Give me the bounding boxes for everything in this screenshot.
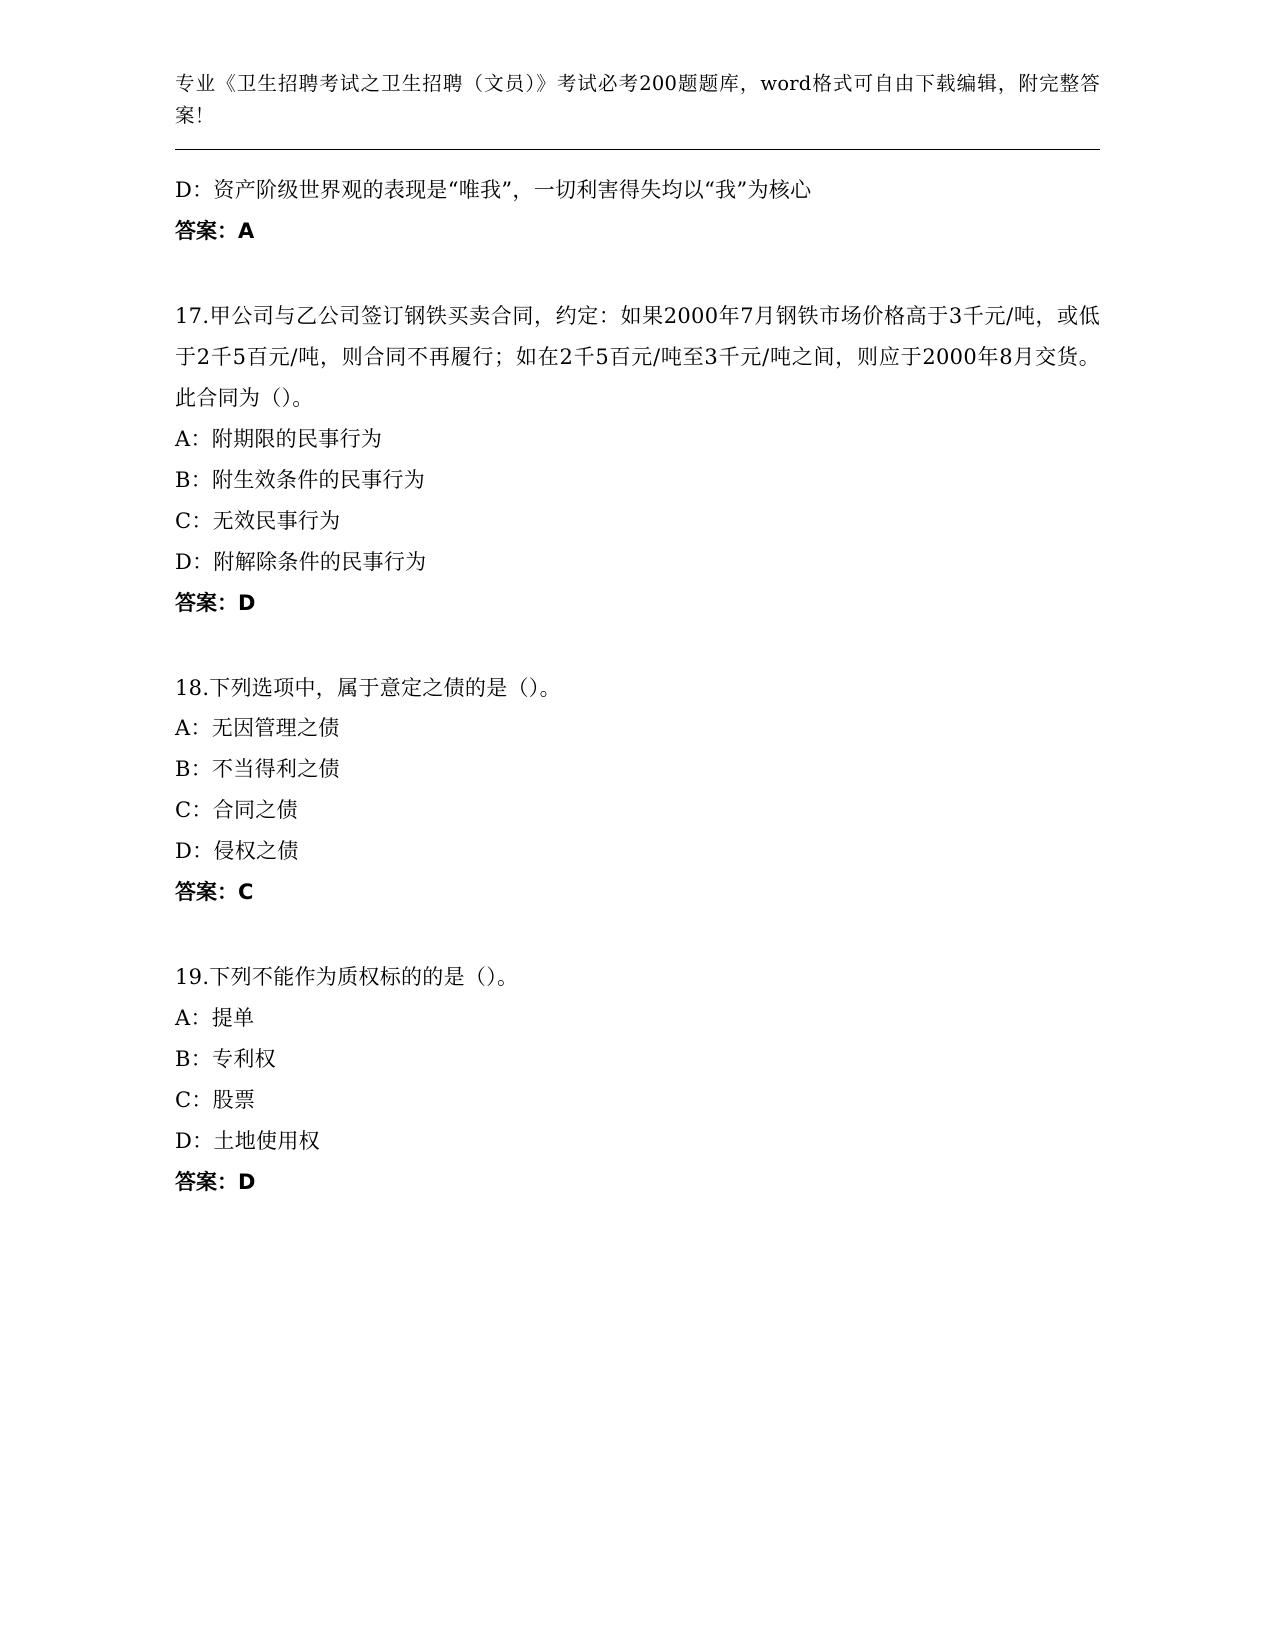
answer-value: D xyxy=(238,590,256,615)
answer-label: 答案： xyxy=(175,1168,238,1194)
question-text: 18.下列选项中，属于意定之债的是（）。 xyxy=(175,675,561,700)
answer-option: D：附解除条件的民事行为 xyxy=(175,549,427,574)
answer-option: B：附生效条件的民事行为 xyxy=(175,467,426,492)
answer-line xyxy=(175,211,1100,252)
header-divider xyxy=(175,149,1100,150)
answer-option: D：土地使用权 xyxy=(175,1128,320,1153)
answer-value: A xyxy=(238,219,255,244)
answer-label: 答案： xyxy=(175,589,238,615)
answer-line xyxy=(175,583,1100,624)
answer-value: C xyxy=(238,880,254,905)
answer-option: D：侵权之债 xyxy=(175,839,299,864)
answer-option: C：股票 xyxy=(175,1087,256,1112)
answer-label: 答案： xyxy=(175,218,238,244)
question-block xyxy=(175,957,1100,1203)
answer-option: C：无效民事行为 xyxy=(175,508,341,533)
document-body xyxy=(175,170,1100,1203)
question-text: 17.甲公司与乙公司签订钢铁买卖合同，约定：如果2000年7月钢铁市场价格高于3千元/吨，或低于2千5百元/吨，则合同不再履行；如在2千5百元/吨至3千元/吨之间，则应于2000年8月交货。此合同为（）。 xyxy=(175,304,1100,410)
answer-option: A：提单 xyxy=(175,1006,255,1031)
question-block xyxy=(175,668,1100,914)
block-spacer xyxy=(175,913,1100,957)
answer-option: C：合同之债 xyxy=(175,798,298,823)
answer-line xyxy=(175,872,1100,913)
question-text: 19.下列不能作为质权标的的是（）。 xyxy=(175,965,519,990)
question-block xyxy=(175,296,1100,624)
block-spacer xyxy=(175,624,1100,668)
answer-option: A：无因管理之债 xyxy=(175,716,340,741)
answer-label: 答案： xyxy=(175,879,238,905)
block-spacer xyxy=(175,252,1100,296)
answer-option: B：专利权 xyxy=(175,1047,276,1072)
answer-option: B：不当得利之债 xyxy=(175,757,340,782)
answer-option: A：附期限的民事行为 xyxy=(175,426,383,451)
answer-value: D xyxy=(238,1169,256,1194)
answer-line xyxy=(175,1162,1100,1203)
question-text: D：资产阶级世界观的表现是“唯我”，一切利害得失均以“我”为核心 xyxy=(175,178,812,203)
page-header: 专业《卫生招聘考试之卫生招聘（文员）》考试必考200题题库，word格式可自由下载编辑，附完整答案！ xyxy=(175,72,1100,127)
question-block xyxy=(175,170,1100,252)
